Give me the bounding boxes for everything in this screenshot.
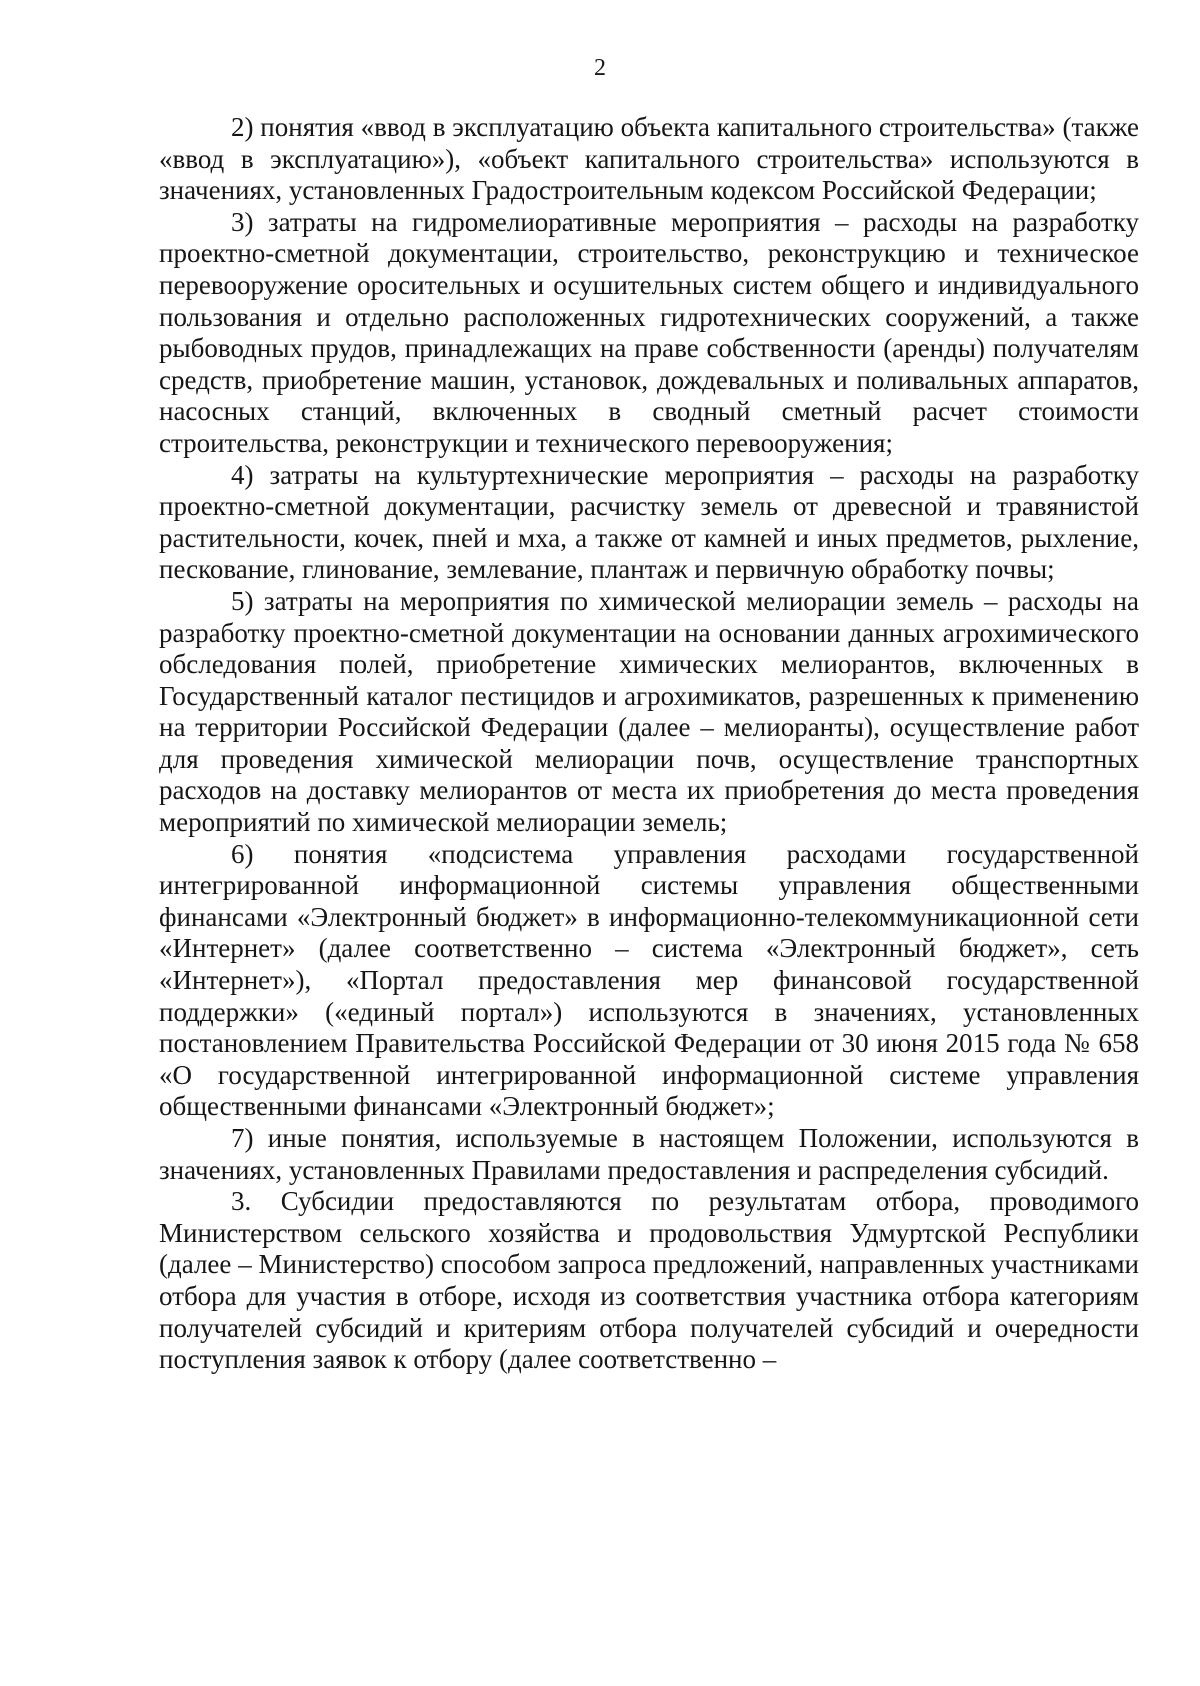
paragraph-section-3: 3. Субсидии предоставляются по результатам отбора, проводимого Министерством сельского хозяйства и продовольствия Удмуртской Республики (далее – Министерство) способом запроса предложений, направленных участниками отбора для участия в отборе, исходя из соответствия участника отбора категориям получателей субсидий и критериям отбора получателей субсидий и очередности поступления заявок к отбору (далее соответственно – [159, 1186, 1139, 1375]
paragraph-item-5: 5) затраты на мероприятия по химической мелиорации земель – расходы на разработку проектно-сметной документации на основании данных агрохимического обследования полей, приобретение химических мелиорантов, включенных в Государственный каталог пестицидов и агрохимикатов, разрешенных к применению на территории Российской Федерации (далее – мелиоранты), осуществление работ для проведения химической мелиорации почв, осуществление транспортных расходов на доставку мелиорантов от места их приобретения до места проведения мероприятий по химической мелиорации земель; [159, 585, 1139, 838]
paragraph-item-4: 4) затраты на культуртехнические мероприятия – расходы на разработку проектно-сметной документации, расчистку земель от древесной и травянистой растительности, кочек, пней и мха, а также от камней и иных предметов, рыхление, пескование, глинование, землевание, плантаж и первичную обработку почвы; [159, 459, 1139, 585]
paragraph-item-2: 2) понятия «ввод в эксплуатацию объекта капитального строительства» (также «ввод в эксплуатацию»), «объект капитального строительства» используются в значениях, установленных Градостроительным кодексом Российской Федерации; [159, 112, 1139, 206]
paragraph-item-6: 6) понятия «подсистема управления расходами государственной интегрированной информационной системы управления общественными финансами «Электронный бюджет» в информационно-телекоммуникационной сети «Интернет» (далее соответственно – система «Электронный бюджет», сеть «Интернет»), «Портал предоставления мер финансовой государственной поддержки» («единый портал») используются в значениях, установленных постановлением Правительства Российской Федерации от 30 июня 2015 года № 658 «О государственной интегрированной информационной системе управления общественными финансами «Электронный бюджет»; [159, 838, 1139, 1122]
paragraph-item-7: 7) иные понятия, используемые в настоящем Положении, используются в значениях, установленных Правилами предоставления и распределения субсидий. [159, 1123, 1139, 1185]
paragraph-item-3: 3) затраты на гидромелиоративные мероприятия – расходы на разработку проектно-сметной документации, строительство, реконструкцию и техническое перевооружение оросительных и осушительных систем общего и индивидуального пользования и отдельно расположенных гидротехнических сооружений, а также рыбоводных прудов, принадлежащих на праве собственности (аренды) получателям средств, приобретение машин, установок, дождевальных и поливальных аппаратов, насосных станций, включенных в сводный сметный расчет стоимости строительства, реконструкции и технического перевооружения; [159, 206, 1139, 458]
page-number: 2 [594, 55, 606, 81]
document-body [159, 112, 1139, 1376]
